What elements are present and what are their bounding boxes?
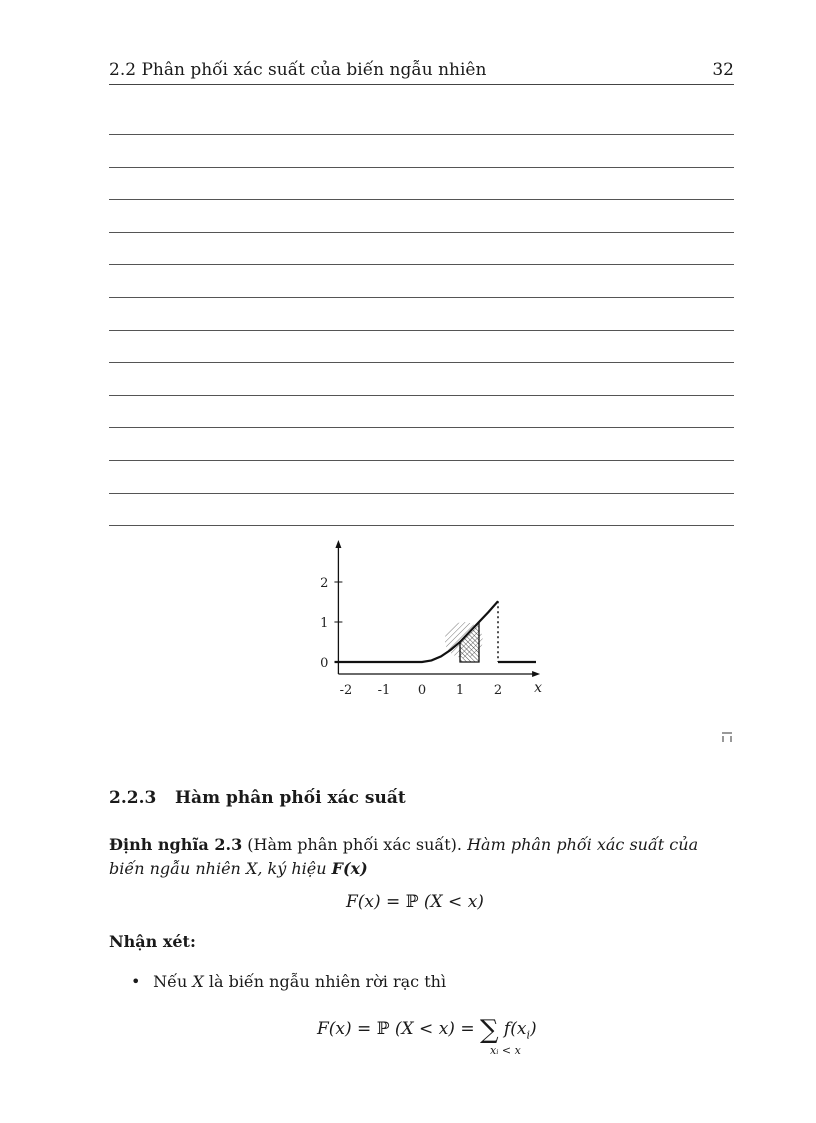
x-tick-label: -2 bbox=[339, 683, 353, 698]
definition-var-x: X bbox=[245, 859, 258, 878]
note-line bbox=[109, 134, 734, 135]
definition-name: (Hàm phân phối xác suất). bbox=[247, 835, 462, 854]
definition-label: Định nghĩa 2.3 bbox=[109, 835, 243, 854]
x-axis-label: x bbox=[534, 680, 543, 696]
x-tick-label: 2 bbox=[493, 683, 503, 698]
remark-label: Nhận xét: bbox=[109, 932, 196, 951]
page-header bbox=[109, 58, 734, 85]
bullet-icon: • bbox=[131, 972, 141, 991]
bullet-item bbox=[131, 972, 446, 991]
definition-text-3: , ký hiệu bbox=[257, 859, 327, 878]
distribution-plot bbox=[300, 538, 550, 708]
note-line bbox=[109, 232, 734, 233]
note-line bbox=[109, 525, 734, 526]
definition-text-1: Hàm phân phối xác suất của bbox=[467, 835, 699, 854]
y-tick-label: 0 bbox=[320, 656, 329, 671]
section-title: Hàm phân phối xác suất bbox=[175, 788, 406, 808]
x-axis-arrow-icon bbox=[532, 671, 540, 677]
formula-discrete-term-end: ) bbox=[529, 1019, 537, 1039]
note-line bbox=[109, 362, 734, 363]
bullet-text-1: Nếu bbox=[153, 972, 188, 991]
sum-symbol: ∑ bbox=[479, 1015, 499, 1045]
margin-mark-icon bbox=[721, 731, 733, 743]
note-line bbox=[109, 167, 734, 168]
formula-discrete-prob: ℙ bbox=[376, 1019, 390, 1039]
sum-subscript: xᵢ < x bbox=[490, 1044, 521, 1057]
formula-discrete-sub: i bbox=[526, 1028, 530, 1042]
y-tick-label: 1 bbox=[320, 616, 329, 631]
formula-cdf-lhs: F(x) = bbox=[346, 892, 406, 912]
x-tick-label: 0 bbox=[417, 683, 427, 698]
note-line bbox=[109, 330, 734, 331]
note-line bbox=[109, 199, 734, 200]
x-tick-label: 1 bbox=[455, 683, 465, 698]
formula-cdf-prob: ℙ bbox=[405, 892, 419, 912]
note-line bbox=[109, 460, 734, 461]
formula-cdf bbox=[346, 892, 484, 912]
note-line bbox=[109, 493, 734, 494]
note-line bbox=[109, 395, 734, 396]
bullet-text-2: là biến ngẫu nhiên rời rạc thì bbox=[208, 972, 447, 991]
definition-var-fx: F(x) bbox=[331, 859, 368, 878]
definition-paragraph bbox=[109, 833, 734, 881]
formula-cdf-rhs: (X < x) bbox=[418, 892, 484, 912]
formula-discrete bbox=[317, 1015, 537, 1045]
y-tick-label: 2 bbox=[320, 576, 329, 591]
header-title: 2.2 Phân phối xác suất của biến ngẫu nhiên bbox=[109, 60, 487, 80]
formula-discrete-term: f(x bbox=[498, 1019, 527, 1039]
y-axis-arrow-icon bbox=[335, 540, 341, 548]
note-line bbox=[109, 427, 734, 428]
section-number: 2.2.3 bbox=[109, 788, 157, 808]
page-number: 32 bbox=[712, 60, 734, 80]
bullet-var: X bbox=[192, 972, 204, 991]
note-line bbox=[109, 297, 734, 298]
section-heading bbox=[109, 788, 406, 808]
x-tick-label: -1 bbox=[377, 683, 391, 698]
formula-discrete-lhs: F(x) = bbox=[317, 1019, 377, 1039]
note-line bbox=[109, 264, 734, 265]
formula-discrete-mid: (X < x) = bbox=[389, 1019, 480, 1039]
definition-text-2: biến ngẫu nhiên bbox=[109, 859, 241, 878]
